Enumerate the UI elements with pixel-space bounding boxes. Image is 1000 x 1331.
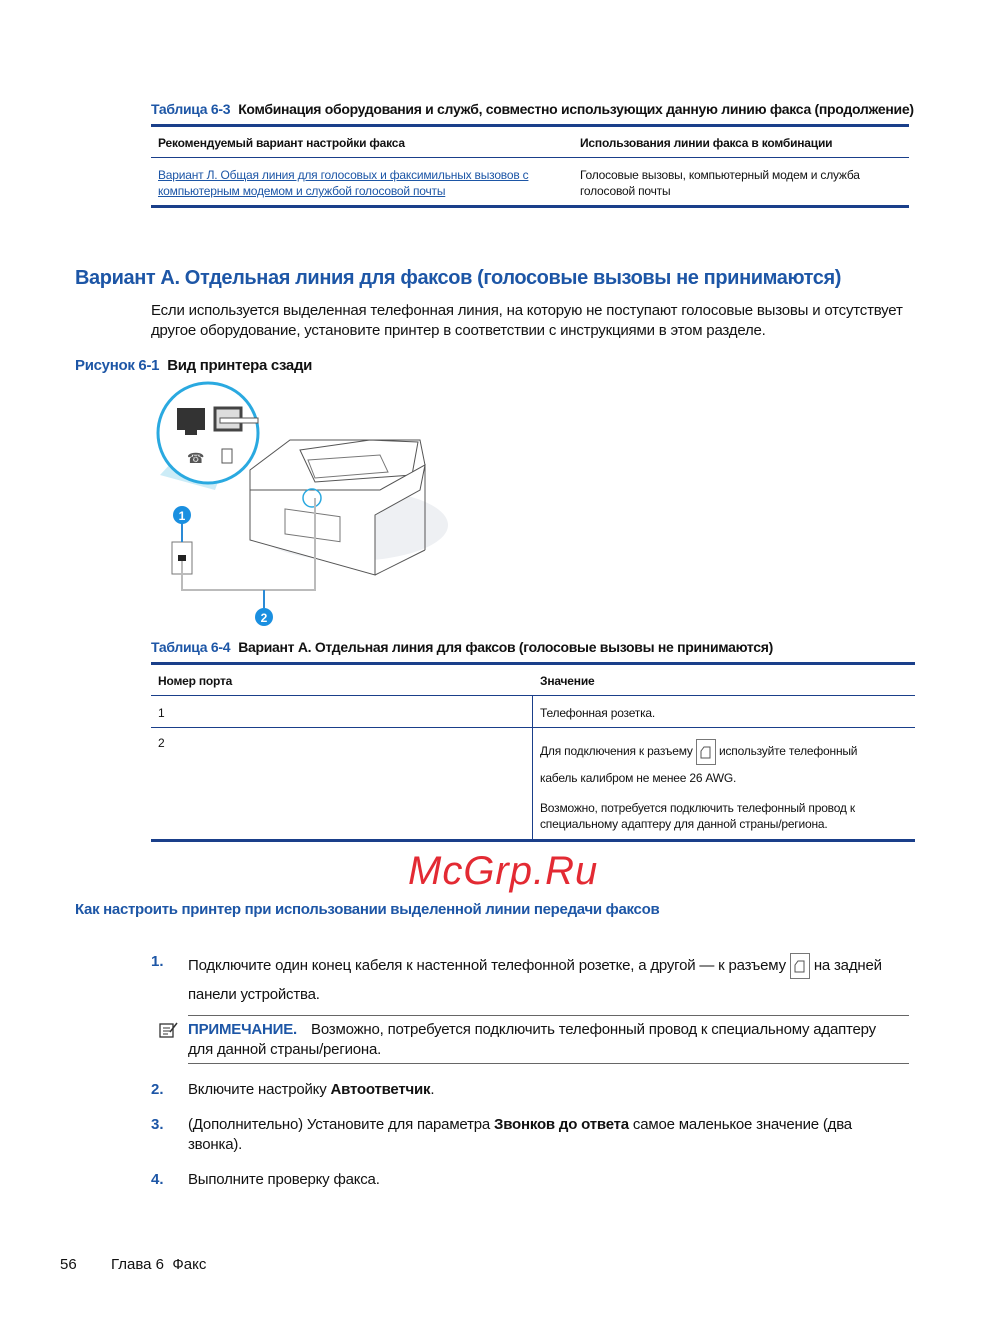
howto-title: Как настроить принтер при использовании выделенной линии передачи факсов <box>75 901 660 918</box>
step-1: Подключите один конец кабеля к настенной телефонной розетке, а другой — к разъему на задней панели устройства. <box>188 951 908 1009</box>
printer-rear-illustration <box>150 380 450 630</box>
note: ПРИМЕЧАНИЕ. Возможно, потребуется подключить телефонный провод к специальному адаптеру для данной страны/региона. <box>188 1021 876 1058</box>
step-number: 1. <box>151 953 164 970</box>
callout-2-label: 2 <box>260 611 268 625</box>
note-icon <box>158 1020 178 1040</box>
callout-1-label: 1 <box>178 509 186 523</box>
table-header: Использования линии факса в комбинации <box>580 136 833 150</box>
table-top-rule <box>151 124 909 127</box>
option-l-link[interactable]: Вариант Л. Общая линия для голосовых и факсимильных вызовов с компьютерным модемом и службой голосовой почты <box>158 168 529 198</box>
table-bottom-rule <box>151 205 909 208</box>
step-4: Выполните проверку факса. <box>188 1171 380 1188</box>
note-top-rule <box>188 1015 909 1016</box>
step-number: 4. <box>151 1171 164 1188</box>
step-2: Включите настройку Автоответчик. <box>188 1081 435 1098</box>
table-cell: Голосовые вызовы, компьютерный модем и служба голосовой почты <box>580 168 860 198</box>
table-header: Рекомендуемый вариант настройки факса <box>158 136 405 150</box>
port-value: Телефонная розетка. <box>540 706 655 720</box>
table-row <box>158 167 558 199</box>
table-top-rule <box>151 662 915 665</box>
table-header: Значение <box>540 674 595 688</box>
intro-paragraph: Если используется выделенная телефонная линия, на которую не поступают голосовые вызовы и отсутствует другое оборудование, установите принтер в соответствии с инструкциями в этом разделе. <box>151 302 903 339</box>
phone-icon: ☎ <box>187 450 205 466</box>
watermark: McGrp.Ru <box>408 849 599 893</box>
table-6-4-caption: Таблица 6-4 Вариант А. Отдельная линия для факсов (голосовые вызовы не принимаются) <box>151 639 774 655</box>
figure-caption: Рисунок 6-1 Вид принтера сзади <box>75 357 313 374</box>
table-header: Номер порта <box>158 674 233 688</box>
table-bottom-rule <box>151 839 915 842</box>
port-value: Для подключения к разъему используйте телефонный кабель калибром не менее 26 AWG. <box>540 738 910 791</box>
chapter-label: Глава 6 Факс <box>111 1256 207 1273</box>
table-6-3-caption: Таблица 6-3 Комбинация оборудования и служб, совместно использующих данную линию факса (продолжение) <box>151 101 914 117</box>
step-number: 3. <box>151 1116 164 1133</box>
port-number: 1 <box>158 706 165 720</box>
port-note: Возможно, потребуется подключить телефонный провод к специальному адаптеру для данной страны/региона. <box>540 801 855 831</box>
divider <box>151 727 915 728</box>
step-3: (Дополнительно) Установите для параметра Звонков до ответа самое маленькое значение (два звонка). <box>188 1116 852 1153</box>
step-number: 2. <box>151 1081 164 1098</box>
column-divider <box>532 695 533 840</box>
divider <box>151 695 915 696</box>
line-port-icon <box>790 953 810 979</box>
line-port-icon <box>696 739 716 765</box>
port-number: 2 <box>158 736 165 750</box>
note-bottom-rule <box>188 1063 909 1064</box>
section-title: Вариант А. Отдельная линия для факсов (голосовые вызовы не принимаются) <box>75 267 842 289</box>
divider <box>151 157 909 158</box>
page-number: 56 <box>60 1256 77 1273</box>
